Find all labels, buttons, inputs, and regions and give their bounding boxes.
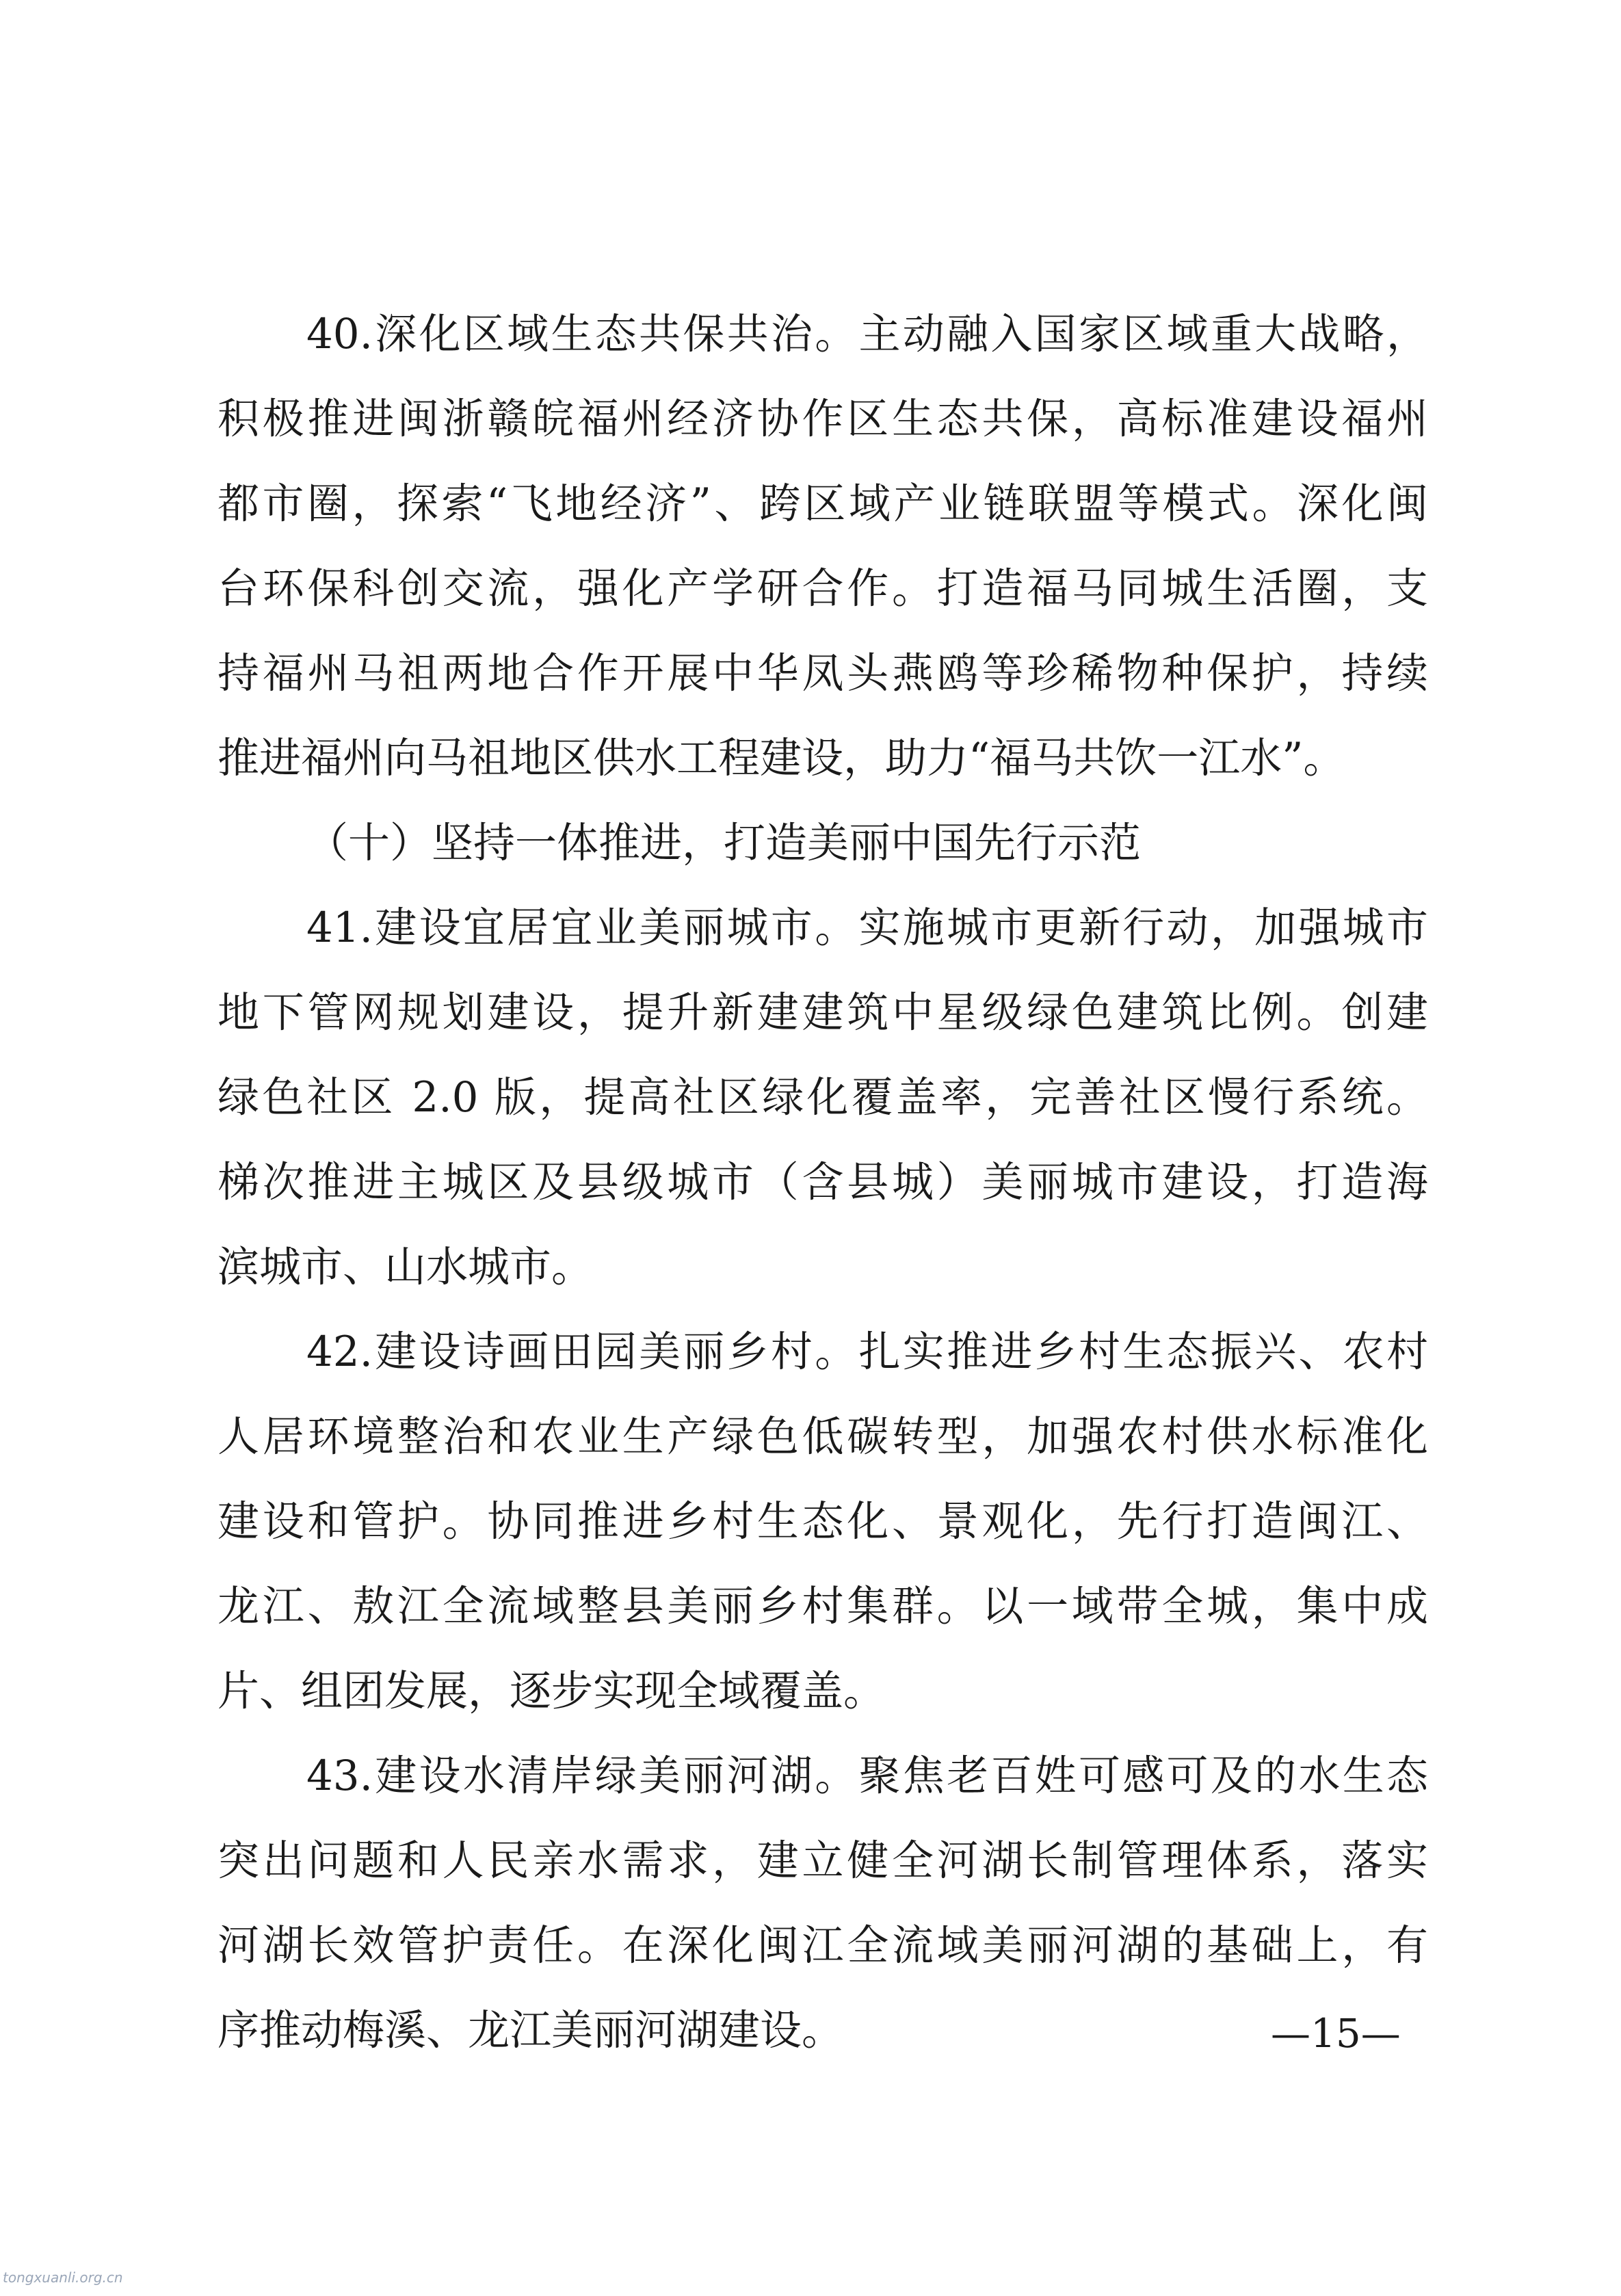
paragraph-43-line-4: 序推动梅溪、龙江美丽河湖建设。 (218, 2006, 844, 2055)
site-watermark: tongxuanli.org.cn (3, 2269, 123, 2286)
paragraph-43-line-2: 突出问题和人民亲水需求，建立健全河湖长制管理体系，落实 (218, 1836, 1428, 1885)
paragraph-40-line-1: 40.深化区域生态共保共治。主动融入国家区域重大战略， (306, 310, 1428, 358)
paragraph-43-line-1: 43.建设水清岸绿美丽河湖。聚焦老百姓可感可及的水生态 (306, 1752, 1428, 1800)
paragraph-41-line-2: 地下管网规划建设，提升新建建筑中星级绿色建筑比例。创建 (218, 988, 1428, 1037)
paragraph-40-line-6: 推进福州向马祖地区供水工程建设，助力“福马共饮一江水”。 (218, 734, 1345, 782)
paragraph-42-line-1: 42.建设诗画田园美丽乡村。扎实推进乡村生态振兴、农村 (306, 1328, 1428, 1376)
paragraph-42-line-2: 人居环境整治和农业生产绿色低碳转型，加强农村供水标准化 (218, 1412, 1428, 1461)
paragraph-42-line-3: 建设和管护。协同推进乡村生态化、景观化，先行打造闽江、 (218, 1497, 1428, 1546)
paragraph-41-line-5: 滨城市、山水城市。 (218, 1243, 594, 1291)
paragraph-40-line-2: 积极推进闽浙赣皖福州经济协作区生态共保，高标准建设福州 (218, 395, 1428, 443)
paragraph-42-line-5: 片、组团发展，逐步实现全域覆盖。 (218, 1667, 886, 1715)
paragraph-40-line-5: 持福州马祖两地合作开展中华凤头燕鸥等珍稀物种保护，持续 (218, 649, 1428, 698)
paragraph-42-line-4: 龙江、敖江全流域整县美丽乡村集群。以一域带全城，集中成 (218, 1582, 1428, 1631)
paragraph-43-line-3: 河湖长效管护责任。在深化闽江全流域美丽河湖的基础上，有 (218, 1921, 1428, 1970)
page-number: —15— (1271, 2010, 1401, 2057)
paragraph-41-line-3: 绿色社区 2.0 版，提高社区绿化覆盖率，完善社区慢行系统。 (218, 1073, 1428, 1122)
section-heading-10: （十）坚持一体推进，打造美丽中国先行示范 (306, 819, 1142, 867)
paragraph-41-line-1: 41.建设宜居宜业美丽城市。实施城市更新行动，加强城市 (306, 903, 1428, 952)
paragraph-40-line-3: 都市圈，探索“飞地经济”、跨区域产业链联盟等模式。深化闽 (218, 479, 1428, 528)
paragraph-40-line-4: 台环保科创交流，强化产学研合作。打造福马同城生活圈，支 (218, 564, 1428, 613)
paragraph-41-line-4: 梯次推进主城区及县级城市（含县城）美丽城市建设，打造海 (218, 1158, 1428, 1206)
